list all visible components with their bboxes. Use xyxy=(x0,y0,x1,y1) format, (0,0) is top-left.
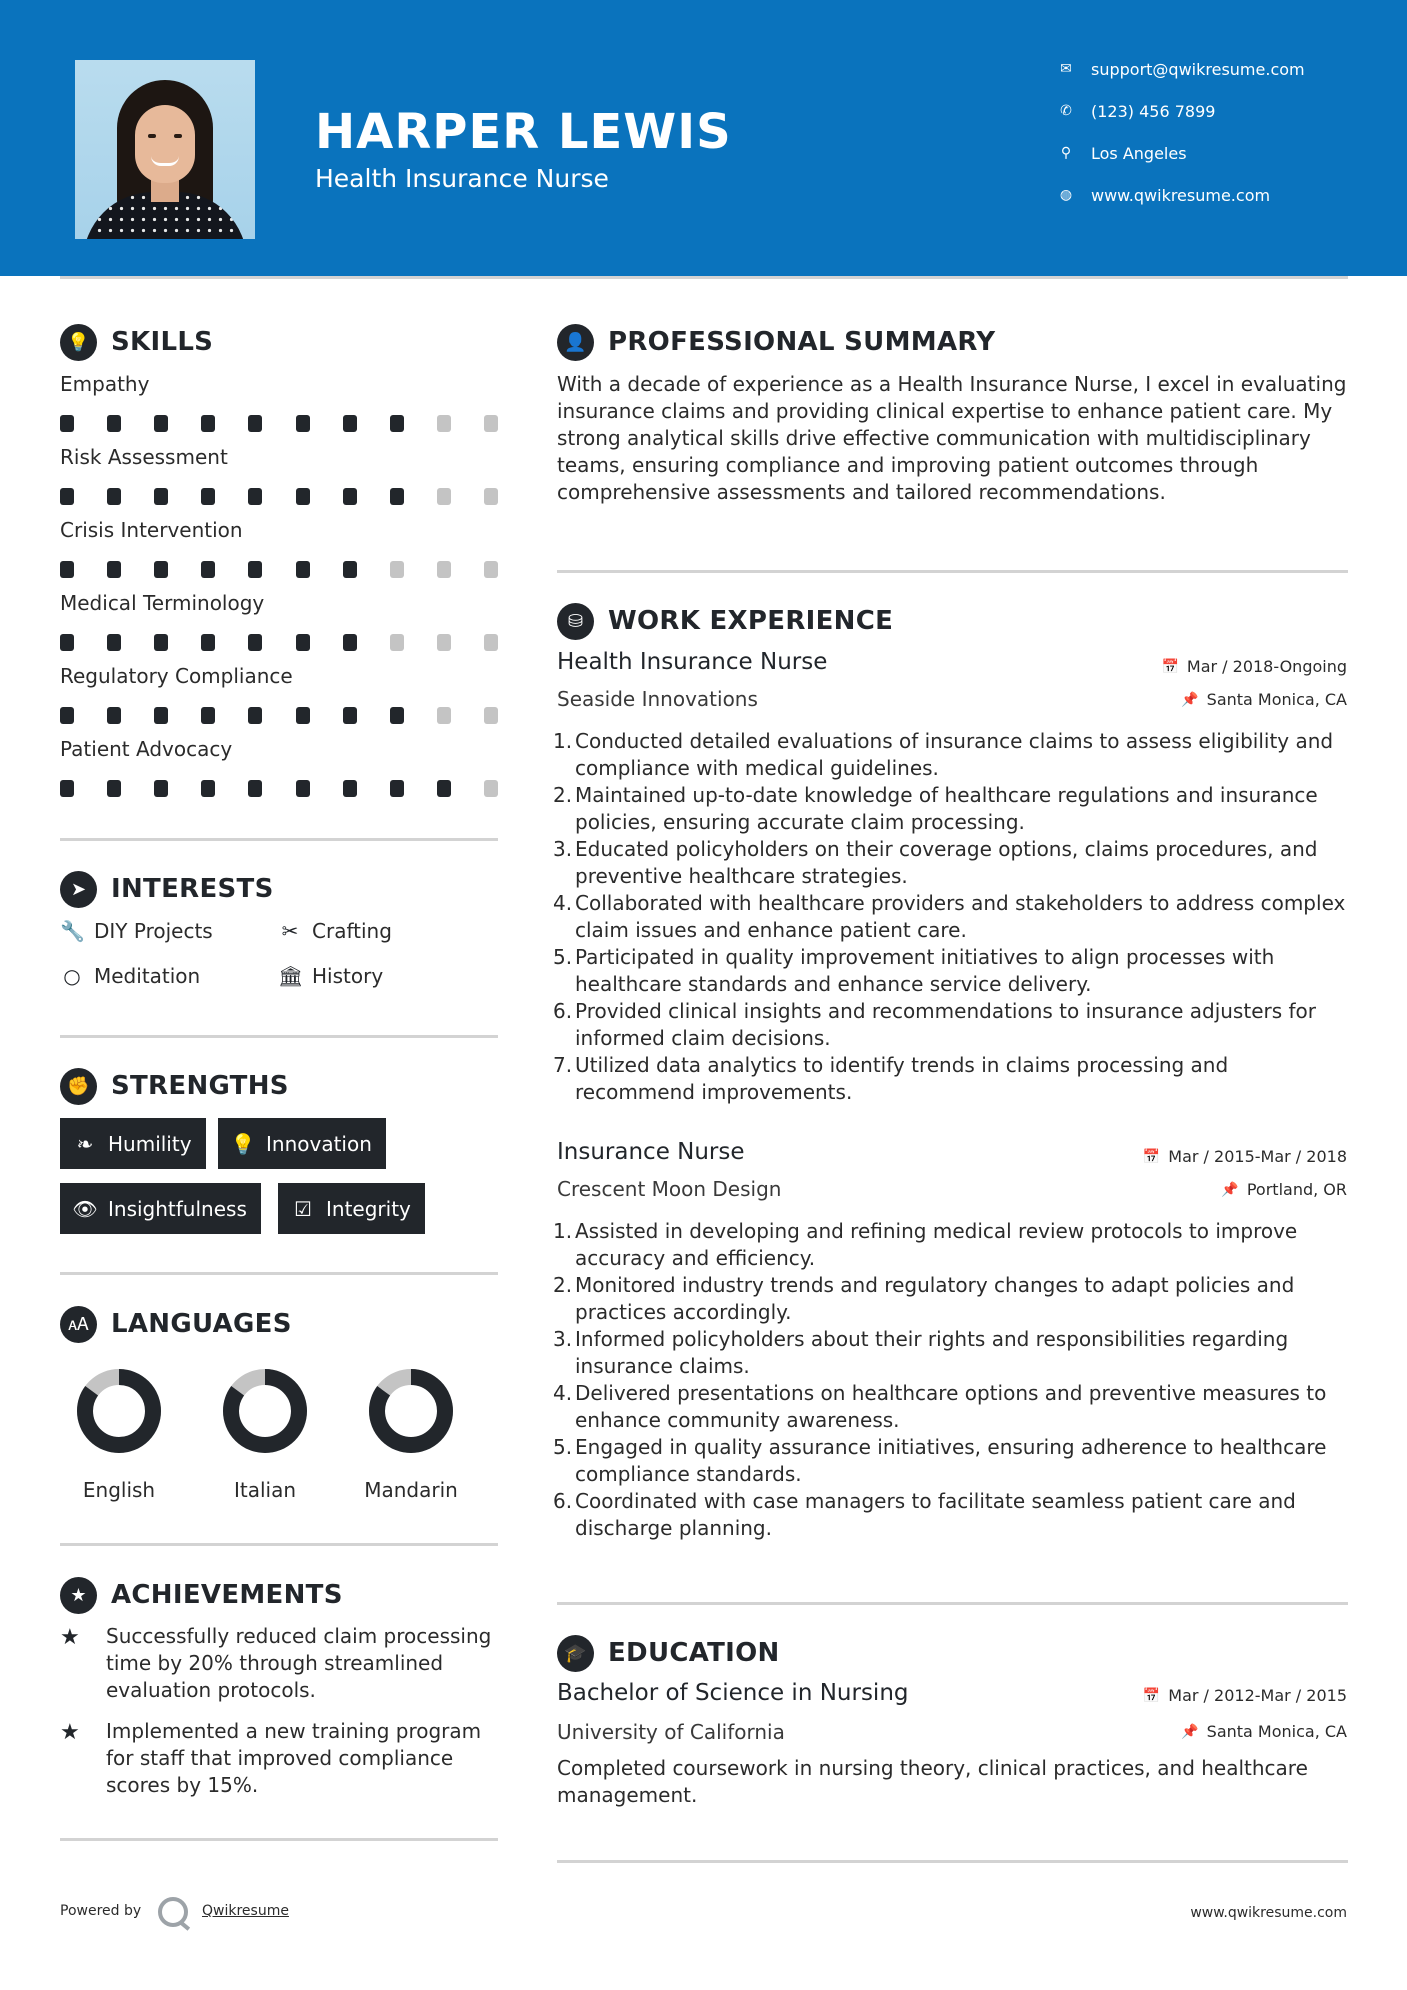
job-bullet: 5. Participated in quality improvement initiatives to align processes with healthcare standards and enhance service delivery. xyxy=(553,945,1275,996)
job-bullets xyxy=(553,1218,1348,1542)
job-bullet: 1. Conducted detailed evaluations of insurance claims to assess eligibility and compliance with medical guidelines. xyxy=(553,729,1334,780)
language-item xyxy=(346,1368,476,1502)
interest-item: ○ Meditation xyxy=(60,961,200,991)
skill-dot-filled xyxy=(201,415,215,432)
skill-dot-filled xyxy=(343,488,357,505)
star-badge-icon: ★ xyxy=(60,1577,97,1614)
skill-dot-filled xyxy=(343,634,357,651)
interests-heading: ➤ INTERESTS xyxy=(60,869,274,909)
contact-phone[interactable]: ✆ (123) 456 7899 xyxy=(1055,99,1385,123)
skill-dot-filled xyxy=(201,707,215,724)
skill-dot-filled xyxy=(343,780,357,797)
languages-heading: 🗚 LANGUAGES xyxy=(60,1304,292,1344)
user-icon: 👤 xyxy=(557,324,594,361)
skill-dot-filled xyxy=(248,707,262,724)
skill-dot-filled xyxy=(390,780,404,797)
skill-dot-empty xyxy=(484,707,498,724)
skill-level-meter xyxy=(60,561,498,578)
skill-dot-filled xyxy=(60,780,74,797)
candidate-name: HARPER LEWIS xyxy=(315,104,732,160)
wrench-icon: 🔧 xyxy=(60,919,85,943)
language-item xyxy=(54,1368,184,1502)
envelope-icon: ✉ xyxy=(1060,61,1072,77)
strength-tag: 💡 Innovation xyxy=(218,1118,386,1169)
skill-dot-empty xyxy=(437,561,451,578)
job-location: 📌 Santa Monica, CA xyxy=(1181,690,1347,709)
job-dates: 📅 Mar / 2018-Ongoing xyxy=(1161,657,1347,676)
phone-icon: ✆ xyxy=(1060,103,1072,119)
strength-tag: ☑ Integrity xyxy=(278,1183,425,1234)
section-divider xyxy=(60,838,498,841)
skill-dot-filled xyxy=(60,488,74,505)
job-title: Insurance Nurse xyxy=(557,1139,745,1165)
skill-dot-empty xyxy=(437,707,451,724)
skill-name: Empathy xyxy=(60,372,150,396)
skill-level-meter xyxy=(60,634,498,651)
paper-plane-icon: ➤ xyxy=(60,871,97,908)
skill-dot-empty xyxy=(484,415,498,432)
job-company: Seaside Innovations xyxy=(557,687,758,711)
skill-name: Risk Assessment xyxy=(60,445,228,469)
skill-dot-empty xyxy=(437,634,451,651)
education-description: Completed coursework in nursing theory, clinical practices, and healthcare management. xyxy=(557,1756,1308,1807)
interest-item: 🏛 History xyxy=(278,964,384,988)
strength-tag: 👁 Insightfulness xyxy=(60,1183,261,1234)
qwikresume-logo-icon xyxy=(158,1897,188,1927)
job-bullet: 4. Collaborated with healthcare providers and stakeholders to address complex claim issues and enhance patient care. xyxy=(553,891,1346,942)
contact-location: ⚲ Los Angeles xyxy=(1055,141,1385,165)
section-divider xyxy=(60,1035,498,1038)
strength-tag: ❧ Humility xyxy=(60,1118,206,1169)
skill-dot-filled xyxy=(248,561,262,578)
skill-dot-filled xyxy=(248,415,262,432)
skill-dot-empty xyxy=(437,415,451,432)
job-bullet: 2. Maintained up-to-date knowledge of healthcare regulations and insurance policies, ensuring accurate claim processing. xyxy=(553,783,1318,834)
skill-dot-filled xyxy=(343,415,357,432)
fist-icon: ✊ xyxy=(60,1068,97,1105)
calendar-icon: 📅 xyxy=(1161,658,1179,675)
job-bullet: 5. Engaged in quality assurance initiatives, ensuring adherence to healthcare compliance standards. xyxy=(553,1435,1327,1486)
profile-photo xyxy=(75,60,255,239)
skill-dot-filled xyxy=(107,780,121,797)
job-bullet: 7. Utilized data analytics to identify trends in claims processing and recommend improvements. xyxy=(553,1053,1229,1104)
skill-dot-filled xyxy=(296,415,310,432)
skill-dot-empty xyxy=(484,561,498,578)
section-divider xyxy=(557,570,1348,573)
skill-dot-filled xyxy=(201,488,215,505)
achievement-item: ★ Successfully reduced claim processing time by 20% through streamlined evaluation protocols. xyxy=(60,1624,492,1702)
interest-item: 🔧 DIY Projects xyxy=(60,919,213,943)
job-bullet: 6. Provided clinical insights and recommendations to insurance adjusters for informed claim decisions. xyxy=(553,999,1316,1050)
skill-dot-filled xyxy=(154,707,168,724)
skill-dot-filled xyxy=(60,707,74,724)
achievements-heading: ★ ACHIEVEMENTS xyxy=(60,1575,343,1615)
office-chair-icon: ⛁ xyxy=(557,603,594,640)
education-dates: 📅 Mar / 2012-Mar / 2015 xyxy=(1142,1686,1347,1705)
qwikresume-link[interactable]: Qwikresume xyxy=(202,1903,289,1919)
header-divider xyxy=(60,276,1348,279)
skill-level-meter xyxy=(60,707,498,724)
skill-dot-empty xyxy=(484,634,498,651)
summary-text: With a decade of experience as a Health Insurance Nurse, I excel in evaluating insurance claims and providing clinical expertise to enhance patient care. My strong analytical skills drive effective communication with multidisciplinary teams, ensuring compliance and improving patient outcomes through comprehensive assessments and tailored recommendations. xyxy=(557,372,1347,504)
job-bullet: 3. Educated policyholders on their coverage options, claims procedures, and preventive healthcare strategies. xyxy=(553,837,1318,888)
skill-level-meter xyxy=(60,488,498,505)
skill-dot-filled xyxy=(107,561,121,578)
skill-name: Crisis Intervention xyxy=(60,518,243,542)
skill-dot-empty xyxy=(484,488,498,505)
job-title: Health Insurance Nurse xyxy=(557,649,828,675)
candidate-title: Health Insurance Nurse xyxy=(315,164,609,193)
section-divider xyxy=(60,1272,498,1275)
language-proficiency-ring xyxy=(222,1368,308,1454)
school-name: University of California xyxy=(557,1720,785,1744)
calendar-icon: 📅 xyxy=(1142,1148,1161,1165)
section-divider xyxy=(557,1602,1348,1605)
contact-email[interactable]: ✉ support@qwikresume.com xyxy=(1055,57,1385,81)
job-company: Crescent Moon Design xyxy=(557,1177,782,1201)
map-pin-icon: ⚲ xyxy=(1060,145,1072,161)
skill-level-meter xyxy=(60,780,498,797)
skill-name: Patient Advocacy xyxy=(60,737,233,761)
skill-dot-filled xyxy=(201,780,215,797)
contact-website[interactable]: ◍ www.qwikresume.com xyxy=(1055,183,1385,207)
museum-icon: 🏛 xyxy=(278,964,304,988)
strengths-heading: ✊ STRENGTHS xyxy=(60,1066,289,1106)
skill-name: Regulatory Compliance xyxy=(60,664,293,688)
skill-dot-filled xyxy=(107,707,121,724)
powered-by-label: Powered by xyxy=(60,1903,142,1919)
skill-dot-filled xyxy=(390,488,404,505)
skill-dot-filled xyxy=(343,707,357,724)
skill-dot-filled xyxy=(107,488,121,505)
job-bullet: 2. Monitored industry trends and regulatory changes to adapt policies and practices accordingly. xyxy=(553,1273,1295,1324)
skill-dot-empty xyxy=(437,488,451,505)
language-name: Mandarin xyxy=(364,1478,458,1502)
skill-dot-filled xyxy=(248,780,262,797)
shooting-star-icon: ★ xyxy=(60,1720,80,1745)
calendar-icon: 📅 xyxy=(1142,1687,1161,1704)
education-location: 📌 Santa Monica, CA xyxy=(1181,1722,1347,1741)
degree-title: Bachelor of Science in Nursing xyxy=(557,1680,909,1706)
education-heading: 🎓 EDUCATION xyxy=(557,1633,780,1673)
skill-name: Medical Terminology xyxy=(60,591,265,615)
lightbulb-icon: 💡 xyxy=(230,1131,256,1156)
job-location: 📌 Portland, OR xyxy=(1221,1180,1347,1199)
skill-dot-filled xyxy=(390,415,404,432)
skill-dot-filled xyxy=(154,561,168,578)
section-divider xyxy=(60,1838,498,1841)
language-item xyxy=(200,1368,330,1502)
resume-header xyxy=(0,0,1407,276)
skill-dot-filled xyxy=(390,707,404,724)
scissors-icon: ✂ xyxy=(281,919,299,943)
job-dates: 📅 Mar / 2015-Mar / 2018 xyxy=(1142,1147,1347,1166)
skill-dot-filled xyxy=(437,780,451,797)
check-square-icon: ☑ xyxy=(294,1196,312,1221)
skill-item xyxy=(60,737,500,797)
section-divider xyxy=(60,1543,498,1546)
skill-dot-filled xyxy=(60,561,74,578)
skill-dot-filled xyxy=(201,634,215,651)
footer-website[interactable]: www.qwikresume.com xyxy=(1190,1905,1347,1921)
skill-dot-filled xyxy=(296,488,310,505)
job-bullet: 1. Assisted in developing and refining medical review protocols to improve accuracy and efficiency. xyxy=(553,1219,1298,1270)
leaf-icon: ❧ xyxy=(76,1131,94,1156)
skill-item xyxy=(60,518,500,578)
skill-dot-empty xyxy=(484,780,498,797)
achievement-item: ★ Implemented a new training program for staff that improved compliance scores by 15%. xyxy=(60,1719,482,1797)
interest-item: ✂ Crafting xyxy=(278,916,392,946)
graduate-icon: 🎓 xyxy=(557,1635,594,1672)
skill-dot-filled xyxy=(60,415,74,432)
job-bullet: 4. Delivered presentations on healthcare options and preventive measures to enhance community awareness. xyxy=(553,1381,1327,1432)
skill-dot-filled xyxy=(343,561,357,578)
skill-dot-filled xyxy=(154,488,168,505)
skill-dot-filled xyxy=(154,415,168,432)
experience-heading: ⛁ WORK EXPERIENCE xyxy=(557,601,893,641)
pushpin-icon: 📌 xyxy=(1181,691,1199,708)
skill-dot-filled xyxy=(296,634,310,651)
skill-dot-filled xyxy=(107,415,121,432)
skill-dot-filled xyxy=(154,634,168,651)
job-bullet: 6. Coordinated with case managers to facilitate seamless patient care and discharge planning. xyxy=(553,1489,1296,1540)
skill-level-meter xyxy=(60,415,498,432)
skill-item xyxy=(60,664,500,724)
skill-item xyxy=(60,372,500,432)
pushpin-icon: 📌 xyxy=(1221,1181,1239,1198)
skill-dot-filled xyxy=(248,488,262,505)
language-proficiency-ring xyxy=(76,1368,162,1454)
skill-dot-filled xyxy=(60,634,74,651)
skill-dot-filled xyxy=(154,780,168,797)
language-name: Italian xyxy=(233,1478,297,1502)
job-bullets xyxy=(553,728,1348,1106)
skill-dot-filled xyxy=(107,634,121,651)
lightbulb-icon: 💡 xyxy=(60,324,97,361)
language-card-icon: 🗚 xyxy=(60,1306,97,1343)
language-name: English xyxy=(82,1478,156,1502)
skill-dot-filled xyxy=(296,561,310,578)
shooting-star-icon: ★ xyxy=(60,1625,80,1650)
globe-icon: ◍ xyxy=(1059,187,1073,203)
skill-dot-empty xyxy=(390,634,404,651)
pushpin-icon: 📌 xyxy=(1181,1723,1199,1740)
skill-dot-empty xyxy=(390,561,404,578)
skill-dot-filled xyxy=(201,561,215,578)
summary-heading: 👤 PROFESSIONAL SUMMARY xyxy=(557,322,995,362)
section-divider xyxy=(557,1860,1348,1863)
language-proficiency-ring xyxy=(368,1368,454,1454)
skill-item xyxy=(60,591,500,651)
circle-icon: ○ xyxy=(63,964,81,988)
eye-icon: 👁 xyxy=(72,1196,98,1221)
job-bullet: 3. Informed policyholders about their rights and responsibilities regarding insurance claims. xyxy=(553,1327,1289,1378)
skill-dot-filled xyxy=(296,780,310,797)
skill-dot-filled xyxy=(296,707,310,724)
skill-item xyxy=(60,445,500,505)
skill-dot-filled xyxy=(248,634,262,651)
skills-heading: 💡 SKILLS xyxy=(60,322,213,362)
